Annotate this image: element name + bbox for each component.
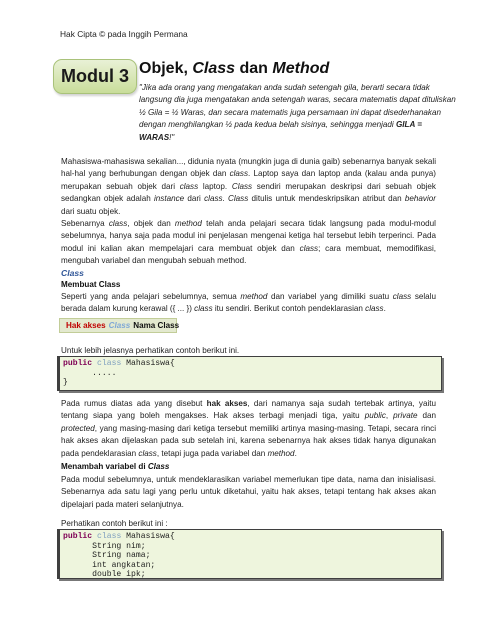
- page-title: [139, 60, 329, 78]
- module-badge-label: Modul 3: [61, 66, 129, 86]
- epigraph-quote: [139, 82, 459, 144]
- title-class: Class: [192, 60, 236, 77]
- code-line: double ipk;: [63, 570, 146, 580]
- title-text-mid: dan: [235, 60, 273, 77]
- module-badge: [53, 59, 137, 94]
- code-line: String nama;: [63, 551, 151, 561]
- code-line: public class Mahasiswa{: [63, 532, 175, 541]
- code-block-1: [57, 356, 442, 391]
- subsection-title-membuat-class: Membuat Class: [61, 280, 121, 289]
- code-block-2: [57, 529, 442, 579]
- class-intro-paragraph: Seperti yang anda pelajari sebelumnya, semua method dan variabel yang dimiliki suatu class selalu berada dalam kurung kerawal ({ ... }) class itu sendiri. Berikut contoh pendeklarasian class.: [61, 292, 436, 314]
- code-line: .....: [63, 368, 117, 378]
- code-lead-1: Untuk lebih jelasnya perhatikan contoh berikut ini.: [61, 346, 240, 355]
- title-text: Objek,: [139, 60, 193, 77]
- intro-section: [61, 156, 436, 268]
- access-modifier-paragraph: Pada rumus diatas ada yang disebut hak akses, dari namanya saja sudah tertebak artinya, yaitu tentang siapa yang boleh mengakses. Hak akses terbagi menjadi tiga, yaitu public, private dan protected, yang masing-masing dari ketiga tersebut memiliki artinya masing-masing. Tetapi, secara rinci hak akses akan dijelaskan pada sub setelah ini, karena sebenarnya hak akses tidak hanya digunakan pada pendeklarasian class, tetapi juga pada variabel dan method.: [61, 399, 436, 458]
- variable-paragraph: Pada modul sebelumnya, untuk mendeklarasikan variabel memerlukan tipe data, nama dan inisialisasi. Sebenarnya ada satu lagi yang perlu untuk diketahui, yaitu hak akses, tetapi tentang hak akses akan dipelajari pada materi selanjutnya.: [61, 475, 436, 509]
- class-syntax-box: [59, 318, 180, 333]
- quote-end: !": [169, 132, 175, 142]
- code-lead-2: Perhatikan contoh berikut ini :: [61, 519, 168, 528]
- code-line: int angkatan;: [63, 560, 156, 570]
- code-line: }: [63, 378, 68, 388]
- copyright-header: Hak Cipta © pada Inggih Permana: [60, 29, 188, 39]
- code-line: public class Mahasiswa{: [63, 359, 175, 368]
- syntax-class-keyword: Class: [108, 321, 131, 330]
- syntax-access-modifier: Hak akses: [66, 321, 106, 330]
- section-title-class: Class: [61, 268, 84, 278]
- subsection-title-variabel: Menambah variabel di Class: [61, 462, 170, 471]
- intro-paragraph-2: Sebenarnya class, objek dan method telah anda pelajari secara tidak langsung pada modul-modul sebelumnya, hanya saja pada modul ini penjelasan mengenai ketiga hal tersebut lebih terperinci. Pada modul ini kalian akan mempelajari cara membuat objek dan class; cara membuat, memodifikasi, mengubah variabel dan mengubah sebuah method.: [61, 219, 437, 266]
- intro-paragraph-1: Mahasiswa-mahasiswa sekalian..., didunia nyata (mungkin juga di dunia gaib) sebenarnya banyak sekali hal-hal yang berhubungan dengan objek dan class. Laptop saya dan laptop anda (kalau anda punya) merupakan sebuah objek dari class laptop. Class sendiri merupakan deskripsi dari sebuah objek sedangkan objek adalah instance dari class. Class ditulis untuk mendeskripsikan atribut dan behavior dari suatu objek.: [61, 157, 436, 216]
- syntax-class-name: Nama Class: [133, 321, 180, 330]
- code-line: String nim;: [63, 541, 146, 551]
- quote-text: "Jika ada orang yang mengatakan anda sudah setengah gila, berarti secara tidak langsung dia juga mengatakan anda setengah waras, secara matematis dapat dituliskan ½ Gila = ½ Waras, dan secara matematis juga persamaan ini dapat disederhanakan dengan menghilangkan ½ pada kedua belah sisinya, sehingga menjadi: [139, 83, 456, 130]
- title-method: Method: [272, 60, 330, 77]
- quote-bold: GILA = WARAS: [139, 120, 422, 142]
